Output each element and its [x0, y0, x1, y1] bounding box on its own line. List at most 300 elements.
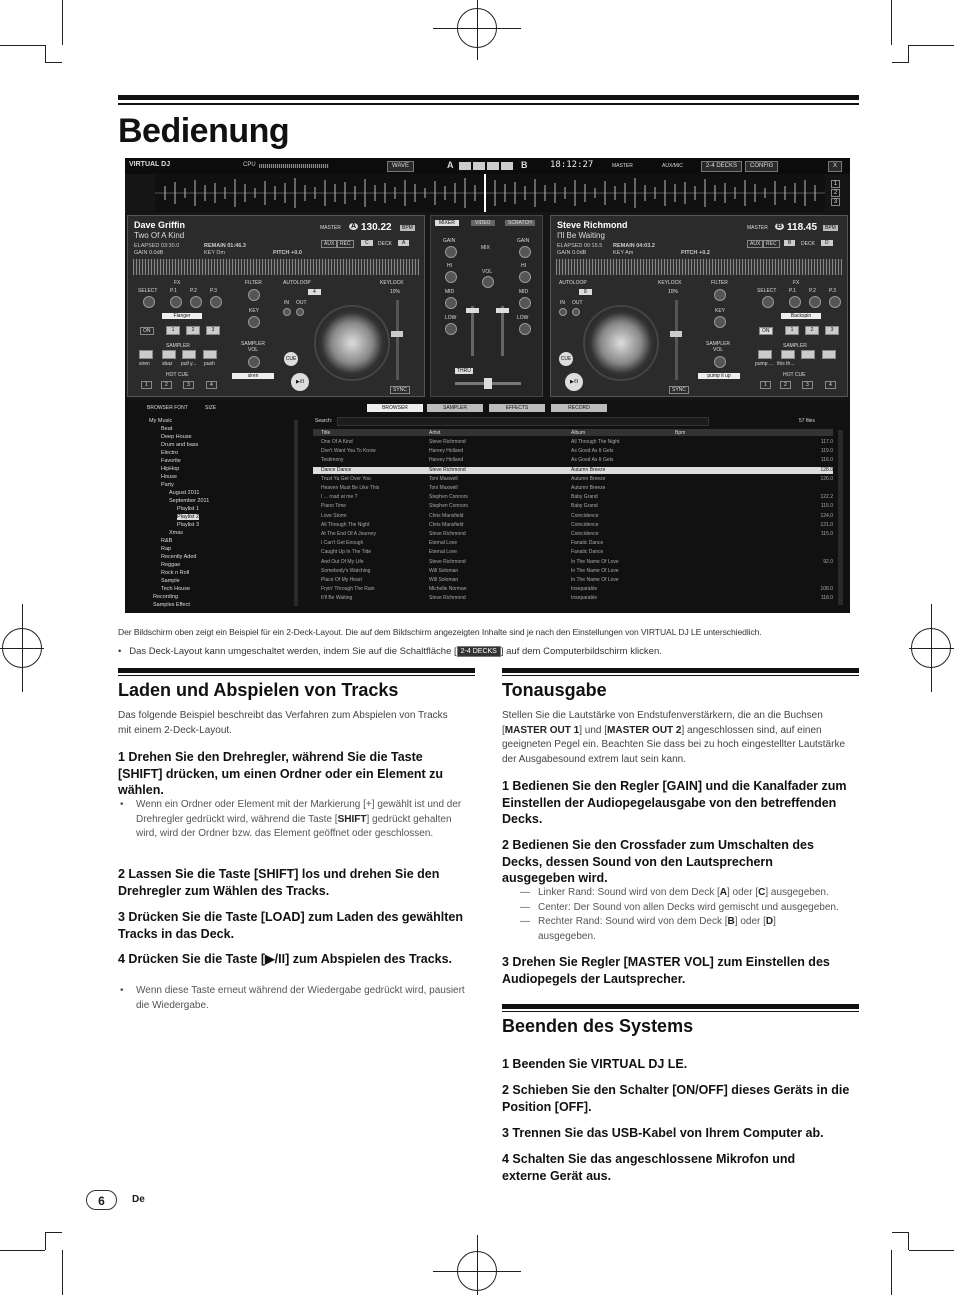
deck-left-artist: Dave Griffin	[134, 220, 186, 230]
tree-item[interactable]: Rap	[161, 546, 172, 552]
deck-left-sampler-item: siren	[232, 373, 274, 379]
deck-left-fx-p1: P.1	[170, 288, 177, 294]
deck-left-out-label: OUT	[296, 300, 307, 306]
browser-tab-sampler[interactable]: SAMPLER	[427, 404, 483, 412]
deck-left-waveform	[133, 259, 419, 275]
browser-file-count: 57 files	[799, 418, 815, 424]
deck-left-key-knob[interactable]	[248, 316, 260, 328]
mixer-tab-mixer[interactable]: MIXER	[435, 220, 459, 226]
mixer-gain-right-knob[interactable]	[519, 246, 531, 258]
right-step-2: 2 Bedienen Sie den Crossfader zum Umschalten des Decks, dessen Sound von den Lautsprechern ausgegeben wird.	[502, 838, 814, 885]
mixer-low-right-knob[interactable]	[519, 323, 531, 335]
cell-title: At The End Of A Journey	[321, 531, 376, 537]
browser-tab-browser[interactable]: BROWSER	[367, 404, 423, 412]
left-step-1: 1 Drehen Sie den Drehregler, während Sie die Taste [SHIFT] drücken, um einen Ordner oder ein Element zu wählen.	[118, 750, 444, 797]
left-step-3: 3 Drücken Sie die Taste [LOAD] zum Laden des gewählten Tracks in das Deck.	[118, 910, 463, 941]
table-row[interactable]	[313, 577, 833, 584]
cell-album: Baby Grand	[571, 503, 598, 510]
deck-right-in-button[interactable]	[559, 308, 567, 316]
cell-bpm: 126.0	[820, 475, 833, 482]
cell-bpm: 119.0	[820, 448, 833, 455]
section-rule-left-thin	[118, 675, 475, 676]
deck-right-aux-button[interactable]: AUX	[747, 240, 763, 248]
track-list-header	[313, 429, 833, 436]
close-button[interactable]: X	[828, 161, 842, 172]
deck-left-keylock-label: KEYLOCK	[380, 280, 404, 286]
cell-title: I Can't Get Enough	[321, 540, 364, 547]
folder-tree	[125, 418, 302, 613]
deck-right-sampler-pad-1[interactable]	[758, 350, 772, 359]
deck-left-sampler-pad-1[interactable]	[139, 350, 153, 359]
deck-left-fx-pad-2[interactable]: 2	[186, 326, 200, 335]
deck-left-sampler-vol-label: SAMPLER VOL	[241, 341, 265, 353]
cell-title: Don't Want You To Know	[321, 448, 376, 455]
cell-bpm: 128.0	[820, 466, 833, 473]
deck-right-waveform	[556, 259, 842, 275]
cell-title: Fryin' Through The Rain	[321, 586, 375, 593]
mixer-hi-left-label: HI	[447, 263, 452, 269]
deck-right-sampler-vol-knob[interactable]	[714, 356, 726, 368]
deck-right-in-label: IN	[560, 300, 565, 306]
deck-right-keylock-label: KEYLOCK	[658, 280, 682, 286]
deck-left-remain: REMAIN 01:46.3	[204, 243, 246, 249]
right-step-1: 1 Bedienen Sie den Regler [GAIN] und die Kanalfader zum Einstellen der Audiopegelausgabe von den betreffenden Decks.	[502, 779, 847, 826]
tree-item[interactable]: August 2011	[169, 490, 200, 496]
tree-item[interactable]: Rock n Roll	[161, 570, 190, 576]
deck-right-fx-pad-3[interactable]: 3	[825, 326, 839, 335]
tree-item[interactable]: Playlist 3	[177, 522, 200, 528]
deck-left	[127, 215, 425, 397]
track-list	[313, 439, 833, 613]
deck-left-fx-p3: P.3	[210, 288, 217, 294]
left-step-4: 4 Drücken Sie die Taste [▶/II] zum Abspielen des Tracks.	[118, 952, 453, 966]
cell-artist: Chris Mansfield	[429, 521, 464, 528]
column-album[interactable]: Album	[571, 430, 586, 436]
waveform-selector[interactable]	[831, 180, 840, 206]
browser-tab-record[interactable]: RECORD	[551, 404, 607, 412]
browser-search-label: Search:	[315, 418, 333, 424]
deck-right-loop-value[interactable]: 8	[579, 289, 592, 295]
app-topbar	[125, 158, 850, 174]
deck-right-rec-button[interactable]: REC	[763, 240, 780, 248]
deck-right-fx-p1: P.1	[789, 288, 796, 294]
language-code: De	[132, 1194, 145, 1205]
deck-right-bpm-label[interactable]: BPM	[825, 225, 836, 231]
cell-artist: Steve Richmond	[429, 531, 466, 537]
mixer-crossfader-handle[interactable]	[484, 378, 492, 389]
browser-search-input[interactable]	[337, 417, 709, 426]
deck-left-sampler-pad-4[interactable]	[203, 350, 217, 359]
deck-left-fx-label: FX	[174, 280, 181, 286]
cell-artist: Will Soloman	[429, 577, 459, 583]
mixer-mid-right-knob[interactable]	[519, 297, 531, 309]
tree-item[interactable]: HipHop	[161, 466, 180, 472]
mixer-thru-label: THRU	[457, 368, 471, 374]
deck-left-fx-on[interactable]: ON	[140, 327, 154, 335]
deck-right-deck-label: DECK	[801, 241, 815, 247]
deck-left-hotcue-3[interactable]: 3	[183, 381, 194, 389]
cell-album: Fanatic Dance	[571, 549, 604, 556]
deck-right-hotcue-4[interactable]: 4	[825, 381, 836, 389]
deck-left-sampler-pad-3[interactable]	[182, 350, 196, 359]
deck-right-master-label: MASTER	[747, 225, 768, 231]
mixer-hi-right-knob[interactable]	[519, 271, 531, 283]
tree-item[interactable]: Recently Aded	[161, 554, 197, 560]
deck-left-fx-p3-knob[interactable]	[210, 296, 222, 308]
deck-left-sync-button[interactable]: SYNC	[390, 386, 410, 394]
deck-right-fx-p2: P.2	[809, 288, 816, 294]
waveform-overview	[155, 174, 825, 212]
deck-left-gain: GAIN 0.0dB	[134, 250, 164, 256]
browser-panel	[125, 400, 850, 613]
deck-right-fx-p3: P.3	[829, 288, 836, 294]
table-row[interactable]	[313, 531, 833, 538]
deck-left-pitch-handle[interactable]	[391, 331, 403, 337]
master-label: MASTER	[612, 163, 633, 169]
table-row[interactable]	[313, 522, 833, 529]
deck-right-hotcue-3[interactable]: 3	[802, 381, 813, 389]
cell-artist: Harvey Holland	[429, 448, 464, 455]
section-rule-beenden	[502, 1004, 859, 1009]
browser-size-label[interactable]: SIZE	[205, 405, 217, 411]
table-row[interactable]	[313, 595, 833, 602]
deck-right-key: KEY Am	[613, 250, 634, 256]
table-row[interactable]	[313, 476, 833, 483]
cell-title: Testimony	[321, 457, 344, 464]
table-row[interactable]	[313, 559, 833, 566]
deck-right-sampler-name-1: pump ...	[755, 361, 774, 367]
deck-left-sampler-pad-2[interactable]	[162, 350, 176, 359]
column-bpm[interactable]: Bpm	[675, 430, 686, 436]
deck-right-keylock-pct: 10%	[668, 289, 679, 295]
tree-item[interactable]: Deep House	[161, 434, 192, 440]
deck-right-cue-button[interactable]: CUE	[559, 352, 573, 366]
deck-left-fx-pad-1[interactable]: 1	[166, 326, 180, 335]
tree-item[interactable]: My Music	[149, 418, 173, 424]
deck-right-sampler-item: pump it up	[698, 373, 740, 379]
config-button[interactable]: CONFIG	[745, 161, 778, 172]
cell-artist: Steve Richmond	[429, 466, 466, 473]
clock: 18:12:27	[550, 160, 594, 170]
deck-left-fx-select: SELECT	[138, 288, 158, 294]
table-row[interactable]	[313, 513, 833, 520]
deck-left-fx-p2-knob[interactable]	[190, 296, 202, 308]
tree-item[interactable]: House	[161, 474, 177, 480]
page-title: Bedienung	[118, 112, 290, 150]
mixer-vol-label: VOL	[482, 269, 493, 275]
right-step-2-dash-1: — Linker Rand: Sound wird von dem Deck [A] oder [C] ausgegeben.	[520, 887, 829, 898]
mixer-channel-fader-right[interactable]	[501, 306, 504, 356]
deck-right-fx-p3-knob[interactable]	[829, 296, 841, 308]
deck-right-fx-on[interactable]: ON	[759, 327, 773, 335]
decks-layout-button[interactable]: 2-4 DECKS	[701, 161, 742, 172]
cell-title: It'll Be Waiting	[321, 595, 353, 602]
table-row[interactable]	[313, 485, 833, 492]
mixer-gain-right-label: GAIN	[517, 238, 530, 244]
cell-artist: Chris Mansfield	[429, 512, 464, 519]
deck-right-filter-label: FILTER	[711, 280, 728, 286]
deck-left-meta2	[204, 243, 246, 257]
deck-left-in-label: IN	[284, 300, 289, 306]
heading-tonausgabe: Tonausgabe	[502, 680, 607, 700]
deck-right	[550, 215, 848, 397]
table-row[interactable]	[313, 448, 833, 455]
deck-left-meta	[134, 243, 179, 257]
deck-right-fx-select-knob[interactable]	[762, 296, 774, 308]
tree-item[interactable]: Sample	[161, 578, 180, 584]
waveform-2-button[interactable]: 2	[831, 189, 840, 197]
browser-tab-effects[interactable]: EFFECTS	[489, 404, 545, 412]
deck-left-sampler-name-3: pull y...	[181, 361, 197, 367]
deck-right-platter[interactable]	[583, 305, 659, 381]
deck-left-hotcue-2[interactable]: 2	[161, 381, 172, 389]
cell-album: All Through The Night	[571, 439, 620, 445]
auxmic-label: AUX/MIC	[662, 163, 683, 169]
deck-right-autoloop-label: AUTOLOOP	[559, 280, 587, 286]
cell-album: Inseparable	[571, 586, 598, 593]
cell-artist: Stephen Connors	[429, 494, 468, 501]
deck-left-a-button[interactable]: A	[398, 240, 409, 246]
heading-beenden: Beenden des Systems	[502, 1016, 694, 1036]
cell-bpm: 116.0	[820, 457, 833, 464]
cell-title: All Through The Night	[321, 521, 370, 528]
deck-left-fx-select-knob[interactable]	[143, 296, 155, 308]
cell-artist: Will Soloman	[429, 567, 459, 574]
deck-right-sampler-pad-4[interactable]	[822, 350, 836, 359]
mixer-gain-left-label: GAIN	[443, 238, 456, 244]
deck-left-out-button[interactable]	[296, 308, 304, 316]
mixer-mix-label: MIX	[481, 245, 490, 251]
deck-right-filter-knob[interactable]	[714, 289, 726, 301]
deck-right-fx-p2-knob[interactable]	[809, 296, 821, 308]
deck-left-fx-name: Flanger	[162, 313, 202, 319]
end-step-3: 3 Trennen Sie das USB-Kabel von Ihrem Computer ab.	[502, 1126, 824, 1140]
cell-album: As Good As It Gets	[571, 448, 614, 455]
tree-item[interactable]: Tech House	[161, 586, 191, 592]
table-row[interactable]	[313, 439, 833, 446]
browser-font-label[interactable]: BROWSER FONT	[147, 405, 188, 411]
deck-right-fx-pad-2[interactable]: 2	[805, 326, 819, 335]
deck-right-fx-pad-1[interactable]: 1	[785, 326, 799, 335]
mixer-mid-left-label: MID	[445, 289, 455, 295]
table-row[interactable]	[313, 586, 833, 593]
deck-left-pitch-slider[interactable]	[396, 300, 399, 380]
mixer-hi-left-knob[interactable]	[445, 271, 457, 283]
deck-left-hotcue-1[interactable]: 1	[141, 381, 152, 389]
table-row[interactable]	[313, 494, 833, 501]
deck-left-play-button[interactable]: ▶/II	[291, 373, 309, 391]
cell-album: Autumn Breeze	[571, 485, 606, 491]
deck-left-c-button[interactable]: C	[361, 240, 373, 246]
tree-item[interactable]: Favorite	[161, 458, 181, 464]
right-step-2-dash-3: — Rechter Rand: Sound wird von dem Deck [B] oder [D] ausgegeben.	[520, 916, 776, 942]
cell-album: Autumn Breeze	[571, 475, 606, 482]
cell-album: Autumn Breeze	[571, 466, 606, 473]
deck-right-pitch-handle[interactable]	[670, 331, 682, 337]
deck-right-meta	[557, 243, 602, 257]
mixer-fader-handle-right[interactable]	[496, 308, 509, 313]
deck-left-master-label: MASTER	[320, 225, 341, 231]
wave-button[interactable]: WAVE	[387, 161, 414, 172]
table-row[interactable]	[313, 457, 833, 464]
decks-button-inline: 2-4 DECKS	[457, 646, 501, 657]
deck-right-fx-label: FX	[793, 280, 800, 286]
waveform-1-button[interactable]: 1	[831, 180, 840, 188]
cell-artist: Steve Richmond	[429, 595, 466, 602]
cell-artist: Eternal Love	[429, 540, 458, 547]
deck-left-bpm-label[interactable]: BPM	[402, 225, 413, 231]
cell-album: Coincidence	[571, 521, 599, 528]
deck-left-cue-button[interactable]: CUE	[284, 352, 298, 366]
mixer-tab-video[interactable]: VIDEO	[471, 220, 495, 226]
deck-right-artist: Steve Richmond	[557, 220, 628, 230]
deck-right-play-button[interactable]: ▶/II	[565, 373, 583, 391]
section-rule-right-thin	[502, 675, 859, 676]
tree-item[interactable]: Recording	[153, 594, 179, 600]
deck-right-hotcue-2[interactable]: 2	[780, 381, 791, 389]
tree-item[interactable]: Drum and bass	[161, 442, 199, 448]
mixer-vol-knob[interactable]	[482, 276, 494, 288]
end-step-1: 1 Beenden Sie VIRTUAL DJ LE.	[502, 1057, 688, 1071]
deck-left-hotcue-label: HOT CUE	[166, 372, 189, 378]
deck-right-sampler-pad-2[interactable]	[781, 350, 795, 359]
cell-title: Trust Ya Get Over You	[321, 475, 371, 482]
tree-item[interactable]: R&B	[161, 538, 173, 544]
deck-right-meta2	[613, 243, 655, 257]
cell-bpm: 115.0	[820, 531, 833, 537]
deck-a-indicator: A	[447, 160, 454, 170]
deck-left-rec-button[interactable]: REC	[337, 240, 354, 248]
cell-artist: Stephen Connors	[429, 503, 468, 510]
tree-item[interactable]: Beat	[161, 426, 173, 432]
deck-right-pitch-slider[interactable]	[675, 300, 678, 380]
track-list-scrollbar[interactable]	[838, 430, 843, 605]
deck-right-letter: B	[776, 223, 783, 230]
section-rule-left	[118, 668, 475, 673]
column-title[interactable]: Title	[321, 430, 331, 436]
deck-right-sampler-label: SAMPLER	[783, 343, 807, 349]
tree-item[interactable]: Xmas	[169, 530, 184, 536]
table-row-selected[interactable]	[313, 467, 833, 474]
mixer-low-left-knob[interactable]	[445, 323, 457, 335]
left-step-4-note: • Wenn diese Taste erneut während der Wiedergabe gedrückt wird, pausiert die Wiedergabe.	[120, 985, 465, 1011]
tree-item[interactable]: Playlist 1	[177, 506, 200, 512]
table-row[interactable]	[313, 540, 833, 547]
cell-artist: Eternal Love	[429, 549, 458, 556]
deck-right-hotcue-1[interactable]: 1	[760, 381, 771, 389]
deck-right-fx-p1-knob[interactable]	[789, 296, 801, 308]
deck-left-filter-knob[interactable]	[248, 289, 260, 301]
deck-left-filter-label: FILTER	[245, 280, 262, 286]
deck-left-fx-p1-knob[interactable]	[170, 296, 182, 308]
table-row[interactable]	[313, 503, 833, 510]
deck-left-hotcue-4[interactable]: 4	[206, 381, 217, 389]
tree-item-selected[interactable]: Playlist 2	[177, 514, 200, 520]
deck-right-pitch: PITCH +0.2	[681, 250, 710, 256]
mixer-tab-scratch[interactable]: SCRATCH	[505, 220, 535, 226]
deck-left-fx-p2: P.2	[190, 288, 197, 294]
deck-left-loop-value[interactable]: 4	[308, 289, 321, 295]
tree-item[interactable]: Electro	[161, 450, 179, 456]
cell-title: Love Storm	[321, 512, 347, 519]
cell-album: Coincidence	[571, 512, 599, 519]
cell-artist: Toni Maxwell	[429, 475, 458, 482]
end-step-4: 4 Schalten Sie das angeschlossene Mikrofon und externe Gerät aus.	[502, 1152, 796, 1183]
mixer-fader-handle-left[interactable]	[466, 308, 479, 313]
table-row[interactable]	[313, 568, 833, 575]
cell-album: As Good As It Gets	[571, 457, 614, 464]
deck-left-sampler-vol-knob[interactable]	[248, 356, 260, 368]
cell-title: And Out Of My Life	[321, 558, 364, 565]
cell-title: Place Of My Heart	[321, 577, 362, 583]
table-row[interactable]	[313, 549, 833, 556]
deck-right-out-button[interactable]	[572, 308, 580, 316]
cell-artist: Michelle Norman	[429, 586, 467, 593]
deck-right-remain: REMAIN 04:03.2	[613, 243, 655, 249]
deck-left-autoloop-label: AUTOLOOP	[283, 280, 311, 286]
cell-artist: Toni Maxwell	[429, 485, 458, 491]
column-artist[interactable]: Artist	[429, 430, 441, 436]
deck-left-fx-pad-3[interactable]: 3	[206, 326, 220, 335]
deck-left-aux-button[interactable]: AUX	[321, 240, 337, 248]
deck-left-in-button[interactable]	[283, 308, 291, 316]
tree-item[interactable]: September 2011	[169, 498, 210, 504]
waveform-3-button[interactable]: 3	[831, 198, 840, 206]
deck-left-platter[interactable]	[314, 305, 390, 381]
cpu-meter	[259, 164, 329, 168]
mixer-hi-right-label: HI	[521, 263, 526, 269]
title-rule	[118, 95, 859, 100]
cell-bpm: 108.0	[820, 586, 833, 593]
deck-right-b-button[interactable]: B	[784, 240, 795, 246]
mixer-gain-left-knob[interactable]	[445, 246, 457, 258]
tree-item[interactable]: Reggae	[161, 562, 181, 568]
mixer-mid-left-knob[interactable]	[445, 297, 457, 309]
tree-item[interactable]: Party	[161, 482, 174, 488]
tree-item[interactable]: Samples Effect	[153, 602, 190, 608]
cell-title: One Of A Kind	[321, 439, 353, 445]
deck-left-keylock-pct: 10%	[390, 289, 401, 295]
left-step-2: 2 Lassen Sie die Taste [SHIFT] los und drehen Sie den Drehregler zum Wählen des Tracks.	[118, 867, 440, 898]
deck-left-pitch: PITCH +0.0	[273, 250, 302, 256]
section-rule-beenden-thin	[502, 1011, 859, 1012]
mixer	[430, 215, 543, 397]
cell-album: In The Name Of Love	[571, 558, 619, 565]
deck-right-fx-select: SELECT	[757, 288, 777, 294]
deck-left-elapsed: ELAPSED 03:30.0	[134, 243, 180, 249]
cell-artist: Harvey Holland	[429, 457, 464, 464]
deck-right-sampler-pad-3[interactable]	[801, 350, 815, 359]
deck-right-fx-name: Backspin	[781, 313, 821, 319]
cell-album: Inseparable	[571, 595, 598, 602]
cpu-label: CPU	[243, 162, 256, 168]
deck-right-out-label: OUT	[572, 300, 583, 306]
cell-title: Caught Up In The Tide	[321, 549, 372, 556]
tree-scrollbar[interactable]	[294, 420, 298, 606]
deck-left-sampler-label: SAMPLER	[166, 343, 190, 349]
deck-right-sync-button[interactable]: SYNC	[669, 386, 689, 394]
section-rule-right	[502, 668, 859, 673]
deck-left-key-label: KEY	[249, 308, 260, 314]
deck-right-hotcue-label: HOT CUE	[783, 372, 806, 378]
heading-laden: Laden und Abspielen von Tracks	[118, 680, 399, 700]
deck-right-key-knob[interactable]	[714, 316, 726, 328]
left-step-1-note: • Wenn ein Ordner oder Element mit der Markierung [+] gewählt ist und der Drehregler gedrückt wird, während die Taste [SHIFT] gedrückt gehalten wird, wird der Ordner bzw. das Element geöffnet oder geschlossen.	[120, 799, 462, 839]
deck-right-d-button[interactable]: D	[821, 240, 833, 246]
deck-right-gain: GAIN 0.0dB	[557, 250, 587, 256]
mixer-mid-right-label: MID	[519, 289, 529, 295]
mixer-channel-fader-left[interactable]	[471, 306, 474, 356]
